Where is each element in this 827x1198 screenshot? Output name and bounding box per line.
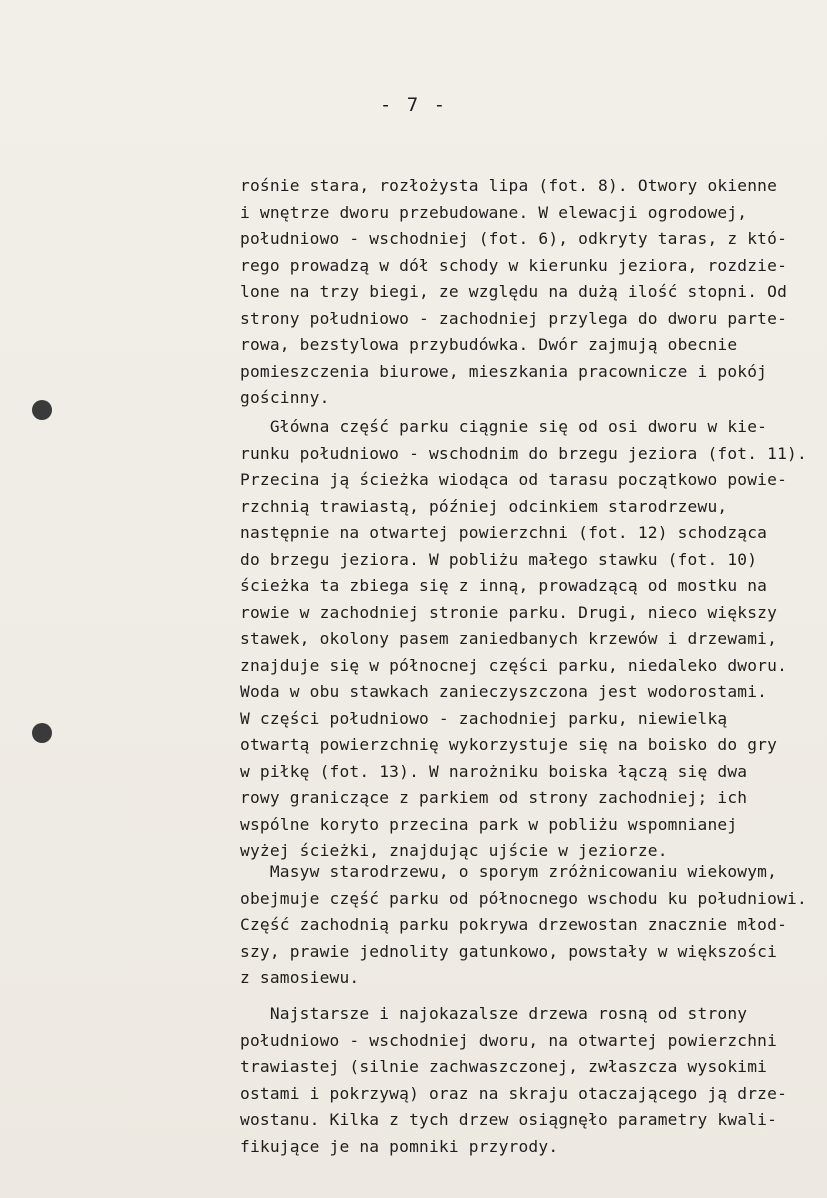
- text-line: stawek, okolony pasem zaniedbanych krzewów i drzewami,: [240, 629, 778, 648]
- text-line: Przecina ją ścieżka wiodąca od tarasu początkowo powie-: [240, 470, 788, 489]
- text-line: Woda w obu stawkach zanieczyszczona jest wodorostami.: [240, 682, 768, 701]
- text-line: wostanu. Kilka z tych drzew osiągnęło parametry kwali-: [240, 1110, 778, 1129]
- page-number: - 7 -: [379, 94, 448, 116]
- text-line: lone na trzy biegi, ze względu na dużą ilość stopni. Od: [240, 282, 788, 301]
- text-line: rowy graniczące z parkiem od strony zachodniej; ich: [240, 788, 748, 807]
- text-line: obejmuje część parku od północnego wschodu ku południowi.: [240, 888, 807, 908]
- text-line: otwartą powierzchnię wykorzystuje się na boisko do gry: [240, 735, 778, 754]
- text-line: południowo - wschodniej (fot. 6), odkryty taras, z któ-: [240, 229, 788, 248]
- text-line: gościnny.: [240, 388, 330, 407]
- text-line: rowa, bezstylowa przybudówka. Dwór zajmują obecnie: [240, 335, 738, 354]
- text-line: rzchnią trawiastą, później odcinkiem starodrzewu,: [240, 496, 728, 516]
- text-line: rego prowadzą w dół schody w kierunku jeziora, rozdzie-: [240, 255, 788, 275]
- text-line: rośnie stara, rozłożysta lipa (fot. 8). Otwory okienne: [240, 176, 778, 195]
- text-line: wspólne koryto przecina park w pobliżu wspomnianej: [240, 814, 738, 834]
- text-line: W części południowo - zachodniej parku, niewielką: [240, 708, 728, 728]
- text-line: do brzegu jeziora. W pobliżu małego stawku (fot. 10): [240, 549, 758, 569]
- text-line: runku południowo - wschodnim do brzegu jeziora (fot. 11).: [240, 443, 807, 463]
- text-line: Masyw starodrzewu, o sporym zróżnicowaniu wiekowym,: [240, 862, 778, 881]
- text-line: wyżej ścieżki, znajdując ujście w jeziorze.: [240, 841, 668, 860]
- text-line: fikujące je na pomniki przyrody.: [240, 1136, 559, 1156]
- punch-hole-bottom: [32, 723, 52, 743]
- text-line: następnie na otwartej powierzchni (fot. 12) schodząca: [240, 523, 768, 542]
- text-line: południowo - wschodniej dworu, na otwartej powierzchni: [240, 1030, 778, 1050]
- text-line: i wnętrze dworu przebudowane. W elewacji ogrodowej,: [240, 202, 748, 222]
- text-line: pomieszczenia biurowe, mieszkania pracownicze i pokój: [240, 361, 768, 381]
- text-line: w piłkę (fot. 13). W narożniku boiska łączą się dwa: [240, 761, 748, 781]
- text-line: z samosiewu.: [240, 968, 360, 987]
- text-line: Główna część parku ciągnie się od osi dworu w kie-: [240, 417, 768, 436]
- text-line: znajduje się w północnej części parku, niedaleko dworu.: [240, 655, 788, 675]
- text-line: Część zachodnią parku pokrywa drzewostan znacznie młod-: [240, 915, 788, 934]
- text-line: szy, prawie jednolity gatunkowo, powstały w większości: [240, 941, 778, 961]
- text-line: ścieżka ta zbiega się z inną, prowadzącą od mostku na: [240, 576, 768, 595]
- text-line: trawiastej (silnie zachwaszczonej, zwłaszcza wysokimi: [240, 1057, 768, 1076]
- text-line: strony południowo - zachodniej przylega do dworu parte-: [240, 308, 788, 328]
- punch-hole-top: [32, 400, 52, 420]
- text-line: ostami i pokrzywą) oraz na skraju otaczającego ją drze-: [240, 1083, 788, 1103]
- text-line: Najstarsze i najokazalsze drzewa rosną od strony: [240, 1004, 748, 1023]
- text-line: rowie w zachodniej stronie parku. Drugi, nieco większy: [240, 602, 778, 622]
